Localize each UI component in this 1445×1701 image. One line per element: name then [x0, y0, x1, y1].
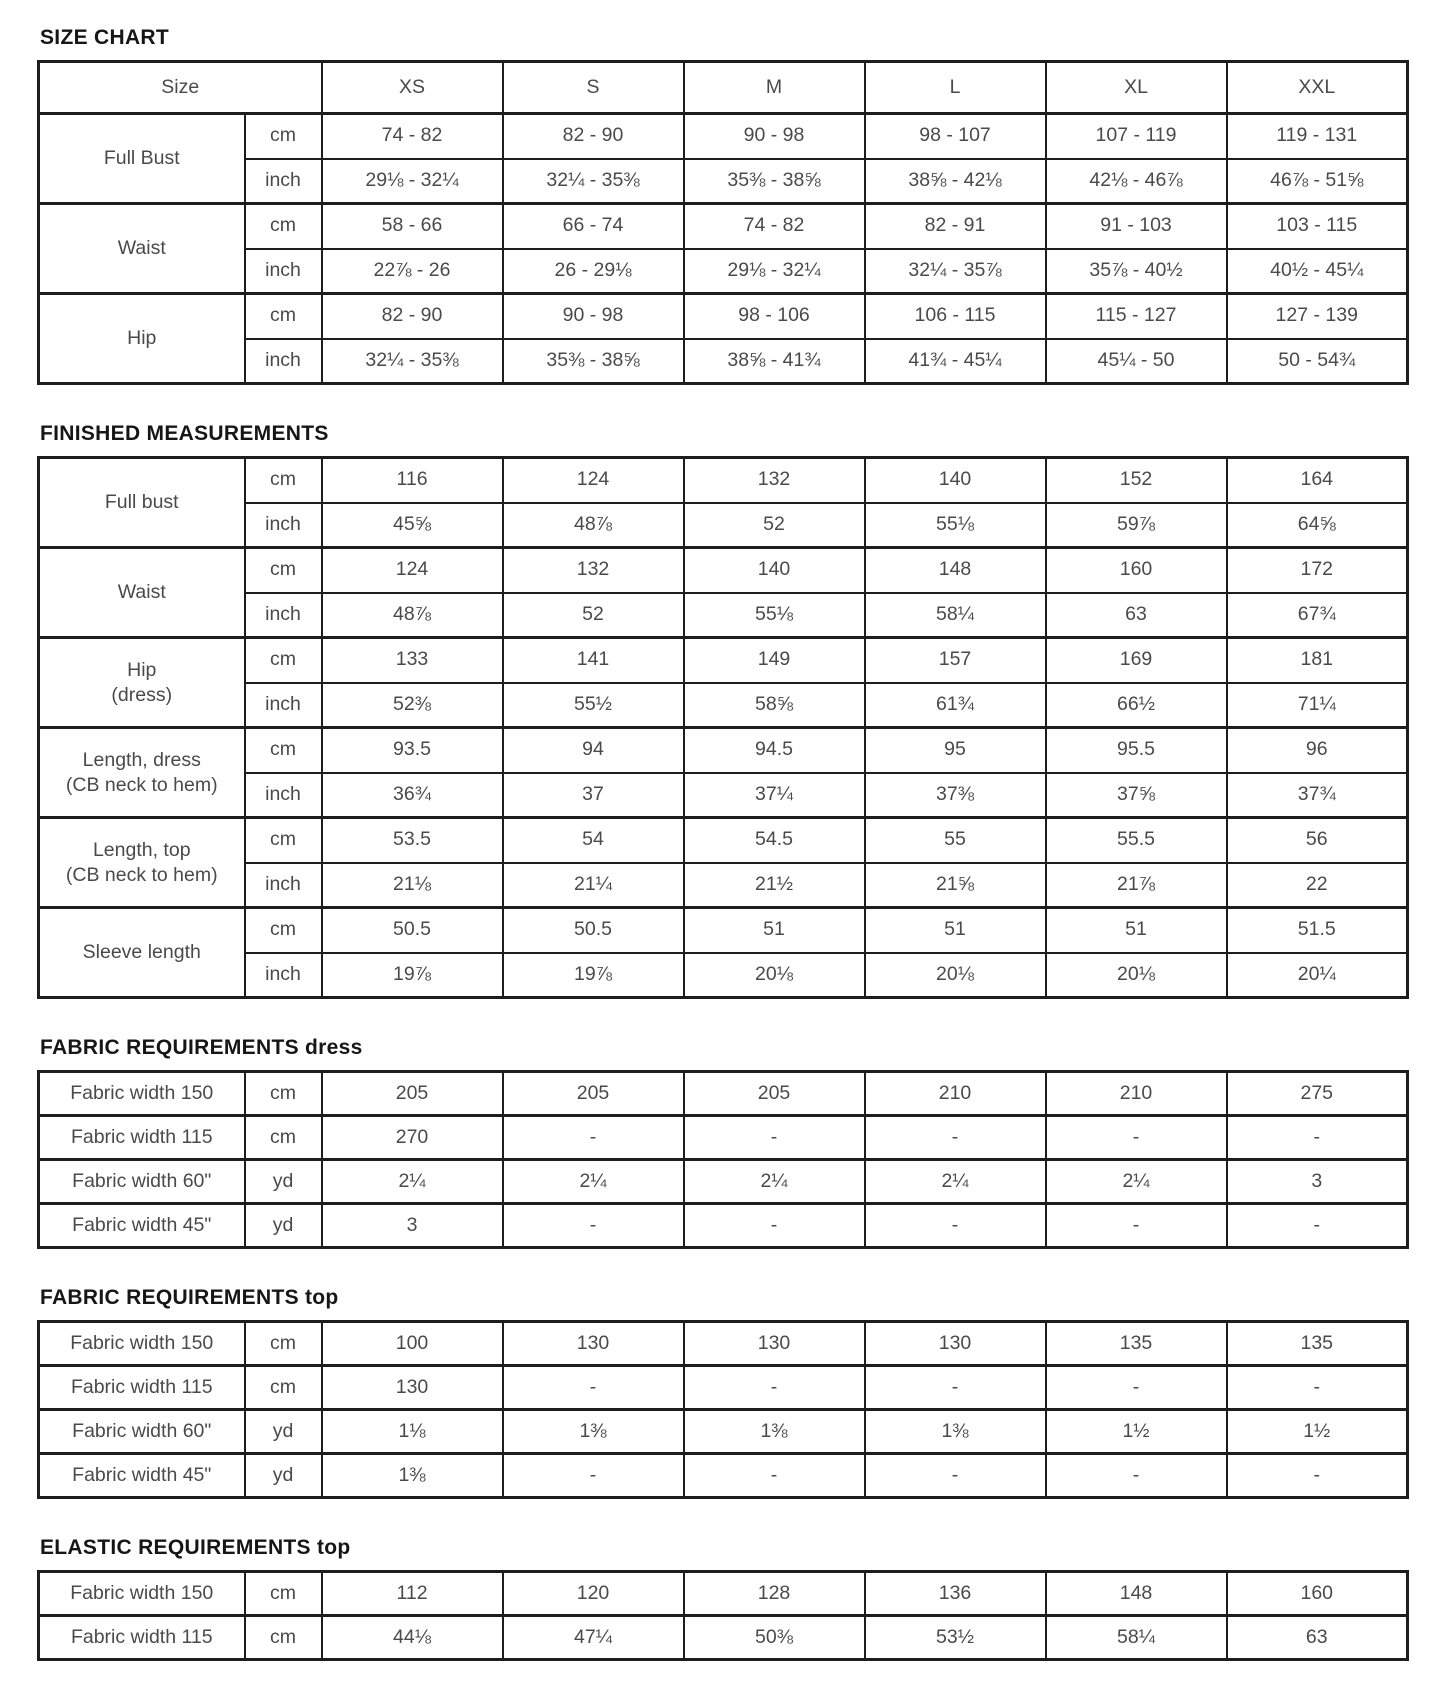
value-cell: 132 — [503, 548, 684, 593]
section-title-fabric-requirements-top: FABRIC REQUIREMENTS top — [40, 1286, 339, 1309]
value-cell: 26 - 29⅛ — [503, 249, 684, 294]
table-row — [39, 548, 1408, 593]
section-elastic-requirements-top — [37, 1536, 1408, 1661]
table-row — [39, 953, 1408, 998]
table-row — [39, 1204, 1408, 1248]
unit-label: inch — [245, 683, 322, 728]
value-cell: 50.5 — [322, 908, 503, 953]
unit-label: cm — [245, 294, 322, 339]
value-cell: 66½ — [1046, 683, 1227, 728]
value-cell: 20⅛ — [1046, 953, 1227, 998]
value-cell: 107 - 119 — [1046, 114, 1227, 159]
value-cell: 44⅛ — [322, 1616, 503, 1660]
table-row — [39, 204, 1408, 249]
value-cell: 82 - 90 — [503, 114, 684, 159]
section-fabric-requirements-dress — [37, 1036, 1408, 1249]
value-cell: 59⅞ — [1046, 503, 1227, 548]
fabric-requirements-dress-table — [37, 1070, 1409, 1249]
value-cell: 58¼ — [865, 593, 1046, 638]
table-row — [39, 1072, 1408, 1116]
section-title-elastic-requirements-top: ELASTIC REQUIREMENTS top — [40, 1536, 351, 1559]
value-cell: 205 — [322, 1072, 503, 1116]
size-chart-table — [37, 60, 1409, 385]
value-cell: 29⅛ - 32¼ — [322, 159, 503, 204]
value-cell: 50 - 54¾ — [1227, 339, 1408, 384]
value-cell: 29⅛ - 32¼ — [684, 249, 865, 294]
value-cell: 32¼ - 35⅞ — [865, 249, 1046, 294]
unit-label: cm — [245, 114, 322, 159]
value-cell: 2¼ — [503, 1160, 684, 1204]
row-label — [39, 818, 245, 908]
value-cell: 19⅞ — [322, 953, 503, 998]
unit-label: cm — [245, 1116, 322, 1160]
value-cell: - — [1046, 1116, 1227, 1160]
value-cell: 22 — [1227, 863, 1408, 908]
table-row — [39, 638, 1408, 683]
value-cell: 91 - 103 — [1046, 204, 1227, 249]
value-cell: 136 — [865, 1572, 1046, 1616]
row-label: Fabric width 115 — [39, 1116, 245, 1160]
section-finished-measurements — [37, 422, 1408, 999]
size-header-row — [39, 62, 1408, 114]
value-cell: 32¼ - 35⅜ — [503, 159, 684, 204]
row-label: Fabric width 60" — [39, 1410, 245, 1454]
value-cell: - — [865, 1454, 1046, 1498]
value-cell: 164 — [1227, 458, 1408, 503]
row-label-line: Length, top — [92, 838, 191, 861]
row-label-line: Sleeve length — [82, 941, 201, 964]
value-cell: 55 — [865, 818, 1046, 863]
value-cell: 82 - 90 — [322, 294, 503, 339]
section-size-chart — [37, 26, 1408, 385]
value-cell: 205 — [503, 1072, 684, 1116]
value-cell: 3 — [1227, 1160, 1408, 1204]
row-label — [39, 908, 245, 998]
value-cell: 55½ — [503, 683, 684, 728]
row-label: Fabric width 150 — [39, 1572, 245, 1616]
row-label — [39, 728, 245, 818]
table-row — [39, 114, 1408, 159]
value-cell: 100 — [322, 1322, 503, 1366]
value-cell: 21⅝ — [865, 863, 1046, 908]
row-label — [39, 294, 245, 384]
row-label-line: (CB neck to hem) — [65, 773, 218, 796]
value-cell: 53.5 — [322, 818, 503, 863]
value-cell: 58¼ — [1046, 1616, 1227, 1660]
value-cell: 46⅞ - 51⅝ — [1227, 159, 1408, 204]
value-cell: 20¼ — [1227, 953, 1408, 998]
table-row — [39, 1366, 1408, 1410]
value-cell: 50⅜ — [684, 1616, 865, 1660]
value-cell: - — [1227, 1454, 1408, 1498]
value-cell: 106 - 115 — [865, 294, 1046, 339]
value-cell: 1½ — [1227, 1410, 1408, 1454]
value-cell: 22⅞ - 26 — [322, 249, 503, 294]
value-cell: 56 — [1227, 818, 1408, 863]
table-row — [39, 1116, 1408, 1160]
unit-label: inch — [245, 593, 322, 638]
value-cell: 52 — [503, 593, 684, 638]
value-cell: 127 - 139 — [1227, 294, 1408, 339]
value-cell: 37 — [503, 773, 684, 818]
value-cell: 47¼ — [503, 1616, 684, 1660]
unit-label: cm — [245, 1572, 322, 1616]
size-header-m: M — [684, 62, 865, 114]
value-cell: 35⅜ - 38⅝ — [684, 159, 865, 204]
value-cell: 275 — [1227, 1072, 1408, 1116]
value-cell: - — [1046, 1454, 1227, 1498]
value-cell: 21¼ — [503, 863, 684, 908]
table-row — [39, 249, 1408, 294]
value-cell: 20⅛ — [684, 953, 865, 998]
row-label: Fabric width 150 — [39, 1322, 245, 1366]
elastic-requirements-top-table — [37, 1570, 1409, 1661]
value-cell: 90 - 98 — [503, 294, 684, 339]
fabric-requirements-top-table — [37, 1320, 1409, 1499]
value-cell: 95 — [865, 728, 1046, 773]
value-cell: 54.5 — [684, 818, 865, 863]
value-cell: 181 — [1227, 638, 1408, 683]
value-cell: 41¾ - 45¼ — [865, 339, 1046, 384]
value-cell: - — [865, 1116, 1046, 1160]
value-cell: 96 — [1227, 728, 1408, 773]
table-row — [39, 863, 1408, 908]
value-cell: 128 — [684, 1572, 865, 1616]
value-cell: 37⅝ — [1046, 773, 1227, 818]
value-cell: 116 — [322, 458, 503, 503]
value-cell: 1⅛ — [322, 1410, 503, 1454]
value-cell: 1⅜ — [684, 1410, 865, 1454]
value-cell: - — [503, 1366, 684, 1410]
row-label-line: Full Bust — [103, 147, 180, 170]
table-row — [39, 294, 1408, 339]
value-cell: 124 — [503, 458, 684, 503]
value-cell: - — [684, 1116, 865, 1160]
table-row — [39, 503, 1408, 548]
value-cell: 52⅜ — [322, 683, 503, 728]
section-title-fabric-requirements-dress: FABRIC REQUIREMENTS dress — [40, 1036, 363, 1059]
table-row — [39, 159, 1408, 204]
value-cell: 1½ — [1046, 1410, 1227, 1454]
value-cell: 51 — [684, 908, 865, 953]
unit-label: inch — [245, 503, 322, 548]
value-cell: 19⅞ — [503, 953, 684, 998]
value-cell: 52 — [684, 503, 865, 548]
unit-label: inch — [245, 159, 322, 204]
value-cell: 270 — [322, 1116, 503, 1160]
value-cell: 74 - 82 — [684, 204, 865, 249]
row-label-line: (dress) — [111, 683, 173, 706]
value-cell: 160 — [1046, 548, 1227, 593]
value-cell: 2¼ — [1046, 1160, 1227, 1204]
row-label — [39, 638, 245, 728]
row-label: Fabric width 45" — [39, 1454, 245, 1498]
value-cell: - — [503, 1454, 684, 1498]
sections — [37, 26, 1408, 1661]
row-label: Fabric width 115 — [39, 1366, 245, 1410]
table-row — [39, 1454, 1408, 1498]
value-cell: - — [503, 1204, 684, 1248]
value-cell: 67¾ — [1227, 593, 1408, 638]
value-cell: 210 — [865, 1072, 1046, 1116]
unit-label: cm — [245, 818, 322, 863]
value-cell: 55⅛ — [684, 593, 865, 638]
row-label-line: Hip — [127, 327, 157, 350]
value-cell: 51 — [1046, 908, 1227, 953]
row-label-line: Waist — [117, 237, 166, 260]
value-cell: 74 - 82 — [322, 114, 503, 159]
size-header-xs: XS — [322, 62, 503, 114]
value-cell: 51 — [865, 908, 1046, 953]
value-cell: 35⅜ - 38⅝ — [503, 339, 684, 384]
value-cell: 53½ — [865, 1616, 1046, 1660]
table-row — [39, 458, 1408, 503]
value-cell: - — [1227, 1204, 1408, 1248]
value-cell: 61¾ — [865, 683, 1046, 728]
value-cell: 3 — [322, 1204, 503, 1248]
value-cell: 130 — [322, 1366, 503, 1410]
table-row — [39, 593, 1408, 638]
value-cell: 1⅜ — [865, 1410, 1046, 1454]
section-fabric-requirements-top — [37, 1286, 1408, 1499]
value-cell: 42⅛ - 46⅞ — [1046, 159, 1227, 204]
value-cell: 90 - 98 — [684, 114, 865, 159]
value-cell: 37¼ — [684, 773, 865, 818]
row-label — [39, 114, 245, 204]
unit-label: cm — [245, 1616, 322, 1660]
row-label-line: Waist — [117, 581, 166, 604]
row-label-line: Length, dress — [82, 748, 201, 771]
value-cell: - — [1227, 1116, 1408, 1160]
unit-label: cm — [245, 1366, 322, 1410]
table-row — [39, 1616, 1408, 1660]
value-cell: 50.5 — [503, 908, 684, 953]
size-header-xl: XL — [1046, 62, 1227, 114]
value-cell: 2¼ — [865, 1160, 1046, 1204]
value-cell: 172 — [1227, 548, 1408, 593]
value-cell: 140 — [684, 548, 865, 593]
value-cell: 120 — [503, 1572, 684, 1616]
value-cell: 148 — [1046, 1572, 1227, 1616]
value-cell: 98 - 107 — [865, 114, 1046, 159]
value-cell: 51.5 — [1227, 908, 1408, 953]
value-cell: 124 — [322, 548, 503, 593]
unit-label: inch — [245, 249, 322, 294]
value-cell: 152 — [1046, 458, 1227, 503]
value-cell: 94 — [503, 728, 684, 773]
table-row — [39, 1410, 1408, 1454]
table-row — [39, 728, 1408, 773]
unit-label: inch — [245, 339, 322, 384]
unit-label: cm — [245, 908, 322, 953]
unit-label: yd — [245, 1204, 322, 1248]
row-label — [39, 548, 245, 638]
table-row — [39, 908, 1408, 953]
row-label: Fabric width 45" — [39, 1204, 245, 1248]
row-label-line: (CB neck to hem) — [65, 863, 218, 886]
value-cell: 112 — [322, 1572, 503, 1616]
value-cell: 66 - 74 — [503, 204, 684, 249]
value-cell: 21⅛ — [322, 863, 503, 908]
value-cell: 64⅝ — [1227, 503, 1408, 548]
unit-label: cm — [245, 1322, 322, 1366]
unit-label: cm — [245, 638, 322, 683]
finished-measurements-table — [37, 456, 1409, 999]
value-cell: 63 — [1227, 1616, 1408, 1660]
value-cell: 54 — [503, 818, 684, 863]
value-cell: - — [684, 1366, 865, 1410]
section-title-size-chart: SIZE CHART — [40, 26, 169, 49]
value-cell: 130 — [503, 1322, 684, 1366]
value-cell: 160 — [1227, 1572, 1408, 1616]
value-cell: 36¾ — [322, 773, 503, 818]
value-cell: - — [503, 1116, 684, 1160]
value-cell: 141 — [503, 638, 684, 683]
value-cell: 55⅛ — [865, 503, 1046, 548]
value-cell: 93.5 — [322, 728, 503, 773]
value-cell: - — [1227, 1366, 1408, 1410]
row-label: Fabric width 115 — [39, 1616, 245, 1660]
value-cell: 82 - 91 — [865, 204, 1046, 249]
size-column-header: Size — [39, 62, 322, 114]
value-cell: 35⅞ - 40½ — [1046, 249, 1227, 294]
size-header-s: S — [503, 62, 684, 114]
unit-label: cm — [245, 204, 322, 249]
value-cell: 45¼ - 50 — [1046, 339, 1227, 384]
value-cell: 148 — [865, 548, 1046, 593]
value-cell: 115 - 127 — [1046, 294, 1227, 339]
value-cell: 157 — [865, 638, 1046, 683]
value-cell: - — [684, 1454, 865, 1498]
value-cell: 140 — [865, 458, 1046, 503]
value-cell: 98 - 106 — [684, 294, 865, 339]
value-cell: 32¼ - 35⅜ — [322, 339, 503, 384]
value-cell: 20⅛ — [865, 953, 1046, 998]
value-cell: 21½ — [684, 863, 865, 908]
unit-label: cm — [245, 458, 322, 503]
table-row — [39, 339, 1408, 384]
section-title-finished-measurements: FINISHED MEASUREMENTS — [40, 422, 329, 445]
table-row — [39, 1572, 1408, 1616]
value-cell: 130 — [865, 1322, 1046, 1366]
value-cell: 38⅝ - 41¾ — [684, 339, 865, 384]
value-cell: - — [865, 1366, 1046, 1410]
value-cell: 37⅜ — [865, 773, 1046, 818]
value-cell: 45⅝ — [322, 503, 503, 548]
value-cell: 169 — [1046, 638, 1227, 683]
value-cell: - — [1046, 1204, 1227, 1248]
value-cell: 1⅜ — [503, 1410, 684, 1454]
unit-label: inch — [245, 953, 322, 998]
unit-label: yd — [245, 1454, 322, 1498]
value-cell: 1⅜ — [322, 1454, 503, 1498]
unit-label: cm — [245, 728, 322, 773]
value-cell: 205 — [684, 1072, 865, 1116]
row-label: Fabric width 150 — [39, 1072, 245, 1116]
table-row — [39, 818, 1408, 863]
value-cell: 2¼ — [322, 1160, 503, 1204]
size-header-xxl: XXL — [1227, 62, 1408, 114]
table-row — [39, 1322, 1408, 1366]
unit-label: yd — [245, 1410, 322, 1454]
unit-label: cm — [245, 1072, 322, 1116]
table-row — [39, 773, 1408, 818]
value-cell: 40½ - 45¼ — [1227, 249, 1408, 294]
row-label-line: Full bust — [104, 491, 179, 514]
value-cell: 94.5 — [684, 728, 865, 773]
value-cell: - — [1046, 1366, 1227, 1410]
value-cell: 58 - 66 — [322, 204, 503, 249]
value-cell: 37¾ — [1227, 773, 1408, 818]
value-cell: 210 — [1046, 1072, 1227, 1116]
unit-label: cm — [245, 548, 322, 593]
row-label — [39, 204, 245, 294]
table-row — [39, 683, 1408, 728]
value-cell: 38⅝ - 42⅛ — [865, 159, 1046, 204]
value-cell: 133 — [322, 638, 503, 683]
unit-label: inch — [245, 863, 322, 908]
value-cell: 2¼ — [684, 1160, 865, 1204]
value-cell: 21⅞ — [1046, 863, 1227, 908]
value-cell: 135 — [1227, 1322, 1408, 1366]
value-cell: 55.5 — [1046, 818, 1227, 863]
value-cell: 119 - 131 — [1227, 114, 1408, 159]
row-label: Fabric width 60" — [39, 1160, 245, 1204]
table-row — [39, 1160, 1408, 1204]
value-cell: - — [684, 1204, 865, 1248]
value-cell: 132 — [684, 458, 865, 503]
unit-label: yd — [245, 1160, 322, 1204]
row-label — [39, 458, 245, 548]
value-cell: 103 - 115 — [1227, 204, 1408, 249]
value-cell: 63 — [1046, 593, 1227, 638]
value-cell: 149 — [684, 638, 865, 683]
row-label-line: Hip — [127, 658, 157, 681]
unit-label: inch — [245, 773, 322, 818]
value-cell: 130 — [684, 1322, 865, 1366]
value-cell: 135 — [1046, 1322, 1227, 1366]
value-cell: 71¼ — [1227, 683, 1408, 728]
value-cell: 95.5 — [1046, 728, 1227, 773]
value-cell: 48⅞ — [503, 503, 684, 548]
value-cell: 48⅞ — [322, 593, 503, 638]
value-cell: 58⅝ — [684, 683, 865, 728]
value-cell: - — [865, 1204, 1046, 1248]
size-header-l: L — [865, 62, 1046, 114]
